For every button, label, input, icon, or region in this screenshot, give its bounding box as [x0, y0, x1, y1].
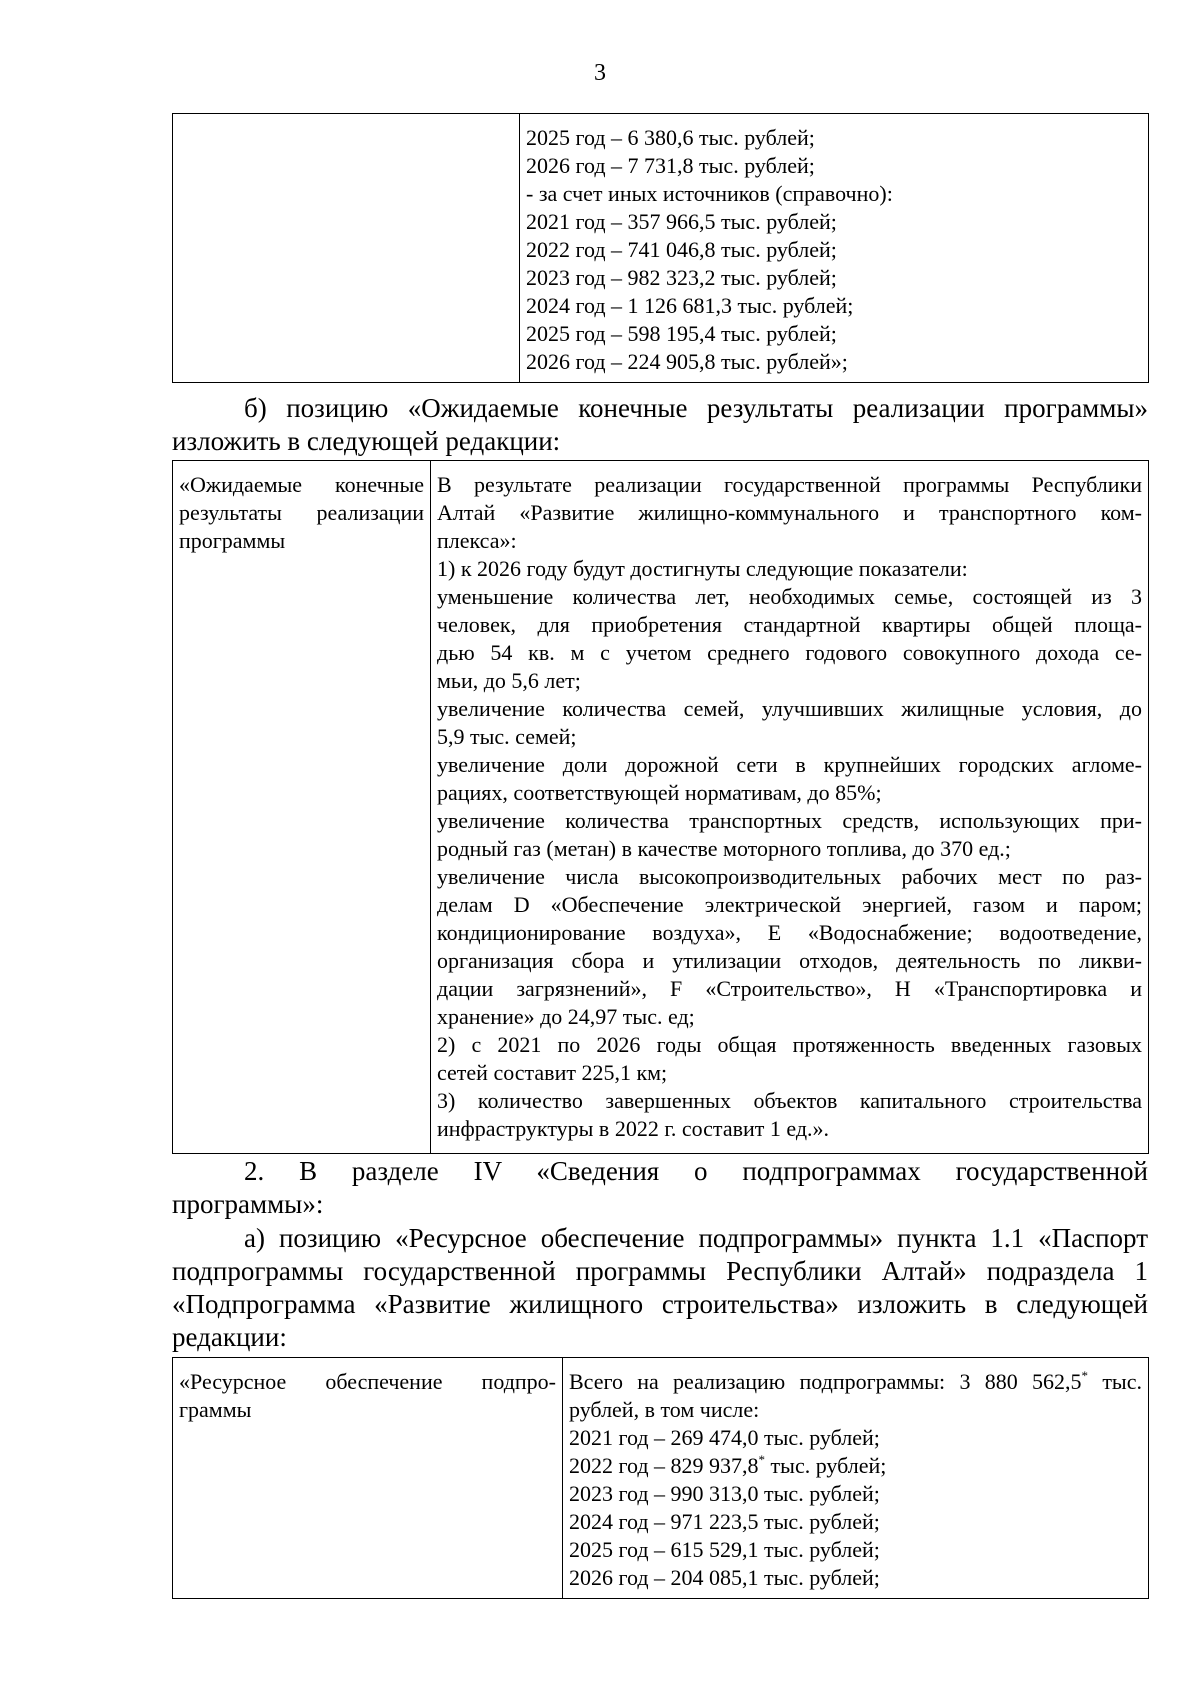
- financing-line: [569, 1452, 1142, 1480]
- financing-line: 2025 год – 598 195,4 тыс. рублей;: [526, 321, 837, 346]
- table-cell-title: [173, 461, 431, 1154]
- table-row: [173, 461, 1149, 1154]
- paragraph-a: [172, 1222, 1148, 1354]
- table-cell-title: [173, 1358, 563, 1599]
- results-line: увеличение количества семей, улучшивших жилищные условия, до: [437, 696, 1142, 721]
- cell-title-line: «Ожидаемые конечные: [179, 472, 424, 497]
- paragraph-line: б) позицию «Ожидаемые конечные результаты реализации программы»: [244, 393, 1148, 423]
- results-line: увеличение доли дорожной сети в крупнейших городских агломе-: [437, 752, 1142, 777]
- results-line: дью 54 кв. м с учетом среднего годового совокупного дохода се-: [437, 640, 1142, 665]
- page-number: 3: [594, 60, 606, 86]
- financing-line: 2021 год – 269 474,0 тыс. рублей;: [569, 1425, 880, 1450]
- results-line: мьи, до 5,6 лет;: [437, 668, 581, 693]
- table-row: [173, 114, 1149, 383]
- cell-title-line: «Ресурсное обеспечение подпро-: [179, 1369, 556, 1394]
- table-row: [173, 1358, 1149, 1599]
- results-line: сетей составит 225,1 км;: [437, 1060, 668, 1085]
- results-line: уменьшение количества лет, необходимых семье, состоящей из 3: [437, 584, 1142, 609]
- financing-table-continuation: [172, 113, 1149, 383]
- paragraph-line: редакции:: [172, 1322, 287, 1352]
- cell-title-line: программы: [179, 528, 286, 553]
- results-line: 3) количество завершенных объектов капитального строительства: [437, 1088, 1142, 1113]
- financing-line: 2023 год – 982 323,2 тыс. рублей;: [526, 265, 837, 290]
- results-line: рациях, соответствующей нормативам, до 85%;: [437, 780, 882, 805]
- financing-line: 2024 год – 971 223,5 тыс. рублей;: [569, 1509, 880, 1534]
- financing-line: 2025 год – 6 380,6 тыс. рублей;: [526, 125, 815, 150]
- results-line: делам D «Обеспечение электрической энергией, газом и паром;: [437, 892, 1142, 917]
- table-cell-empty: [173, 114, 520, 383]
- results-line: инфраструктуры в 2022 г. составит 1 ед.».: [437, 1116, 830, 1141]
- financing-total-line: [569, 1368, 1142, 1396]
- results-line: увеличение числа высокопроизводительных рабочих мест по раз-: [437, 864, 1142, 889]
- paragraph-line: «Подпрограмма «Развитие жилищного строительства» изложить в следующей: [172, 1289, 1148, 1319]
- cell-title-line: результаты реализации: [179, 500, 424, 525]
- paragraph-2: [172, 1155, 1148, 1221]
- results-line: 2) с 2021 по 2026 годы общая протяженность введенных газовых: [437, 1032, 1142, 1057]
- results-line: В результате реализации государственной программы Республики: [437, 472, 1142, 497]
- amount-2022: 2022 год – 829 937,8: [569, 1453, 759, 1478]
- cell-title-line: граммы: [179, 1397, 252, 1422]
- footnote-mark: *: [758, 1452, 766, 1467]
- paragraph-b: [172, 392, 1148, 458]
- financing-line: 2026 год – 224 905,8 тыс. рублей»;: [526, 349, 848, 374]
- results-line: 1) к 2026 году будут достигнуты следующие показатели:: [437, 556, 968, 581]
- financing-line: 2023 год – 990 313,0 тыс. рублей;: [569, 1481, 880, 1506]
- paragraph-line: подпрограммы государственной программы Республики Алтай» подраздела 1: [172, 1256, 1148, 1286]
- table-cell-financing: [563, 1358, 1149, 1599]
- financing-line: 2025 год – 615 529,1 тыс. рублей;: [569, 1537, 880, 1562]
- results-line: дации загрязнений», F «Строительство», H «Транспортировка и: [437, 976, 1142, 1001]
- subprogram-resources-table: [172, 1357, 1149, 1599]
- table-cell-financing: [520, 114, 1149, 383]
- results-line: человек, для приобретения стандартной квартиры общей площа-: [437, 612, 1142, 637]
- results-line: увеличение количества транспортных средств, использующих при-: [437, 808, 1142, 833]
- results-line: кондиционирование воздуха», E «Водоснабжение; водоотведение,: [437, 920, 1142, 945]
- total-unit: тыс.: [1088, 1369, 1142, 1394]
- paragraph-line: изложить в следующей редакции:: [172, 426, 561, 456]
- results-line: родный газ (метан) в качестве моторного топлива, до 370 ед.;: [437, 836, 1011, 861]
- financing-line: 2022 год – 741 046,8 тыс. рублей;: [526, 237, 837, 262]
- financing-line: 2026 год – 204 085,1 тыс. рублей;: [569, 1565, 880, 1590]
- paragraph-line: программы»:: [172, 1189, 324, 1219]
- paragraph-line: 2. В разделе IV «Сведения о подпрограммах государственной: [244, 1156, 1148, 1186]
- results-line: 5,9 тыс. семей;: [437, 724, 577, 749]
- financing-line: рублей, в том числе:: [569, 1397, 760, 1422]
- results-line: организация сбора и утилизации отходов, деятельность по ликви-: [437, 948, 1142, 973]
- table-cell-results: [431, 461, 1149, 1154]
- total-amount: Всего на реализацию подпрограммы: 3 880 562,5: [569, 1369, 1082, 1394]
- footnote-mark: *: [1081, 1368, 1089, 1383]
- financing-line: 2021 год – 357 966,5 тыс. рублей;: [526, 209, 837, 234]
- expected-results-table: [172, 460, 1149, 1154]
- results-line: Алтай «Развитие жилищно-коммунального и транспортного ком-: [437, 500, 1142, 525]
- paragraph-line: а) позицию «Ресурсное обеспечение подпрограммы» пункта 1.1 «Паспорт: [244, 1223, 1148, 1253]
- results-line: плекса»:: [437, 528, 517, 553]
- financing-line: - за счет иных источников (справочно):: [526, 181, 893, 206]
- financing-line: 2026 год – 7 731,8 тыс. рублей;: [526, 153, 815, 178]
- unit-2022: тыс. рублей;: [765, 1453, 887, 1478]
- financing-line: 2024 год – 1 126 681,3 тыс. рублей;: [526, 293, 854, 318]
- results-line: хранение» до 24,97 тыс. ед;: [437, 1004, 695, 1029]
